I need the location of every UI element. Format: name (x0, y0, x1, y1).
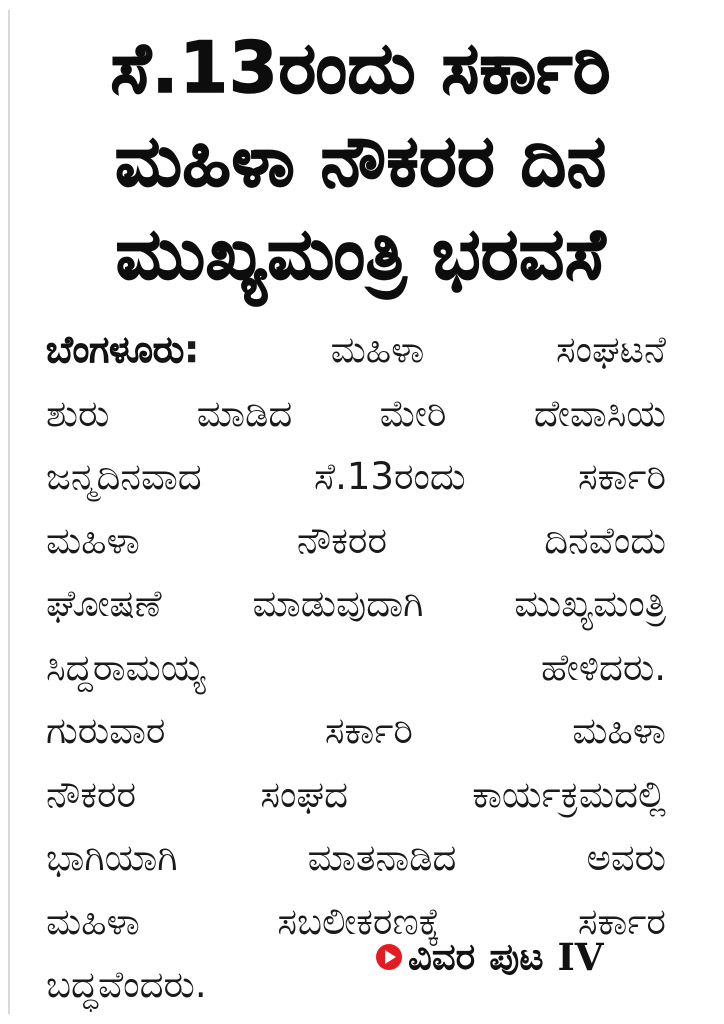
body-line (46, 572, 666, 636)
body-word: ಸಂಘಟನೆ (555, 328, 666, 371)
continuation-link (376, 935, 604, 979)
body-word: ಸರ್ಕಾರ (577, 899, 666, 943)
body-word: ಮಹಿಳಾ (46, 899, 140, 943)
body-word: ಜನ್ಮದಿನವಾದ (46, 455, 202, 498)
continuation-page-word: ಪುಟ (489, 935, 544, 978)
body-word: ಅವರು (586, 836, 666, 879)
body-line (46, 318, 666, 382)
body-line (46, 636, 666, 700)
body-word: ಕಾರ್ಯಕ್ರಮದಲ್ಲಿ (472, 772, 666, 816)
body-word: ಸಬಲೀಕರಣಕ್ಕೆ (277, 899, 441, 943)
body-word: ಮೇರಿ (379, 391, 447, 435)
body-word: ಸಿದ್ದರಾಮಯ್ಯ (46, 645, 206, 689)
body-word: ದಿನವೆಂದು (544, 518, 666, 562)
body-line (46, 382, 666, 446)
body-word: ಮಾಡಿದ (196, 391, 293, 435)
headline-line: ಸೆ.13ರಂದು ಸರ್ಕಾರಿ (110, 27, 612, 109)
body-word: ಮಹಿಳಾ (330, 328, 425, 371)
body-word: ಸರ್ಕಾರಿ (324, 709, 413, 752)
body-word: ಮಹಿಳಾ (572, 709, 666, 752)
article-body (46, 318, 666, 1017)
body-word: ಮಾಡುವುದಾಗಿ (252, 582, 424, 625)
body-line (46, 699, 666, 763)
continuation-page-number: IV (557, 935, 604, 979)
continuation-label: ವಿವರ (408, 935, 476, 978)
body-line (46, 445, 666, 509)
play-circle-icon (376, 944, 402, 970)
body-word: ಮುಖ್ಯಮಂತ್ರಿ (514, 582, 666, 625)
body-word: ಮಹಿಳಾ (46, 518, 140, 562)
column-rule (8, 10, 10, 1014)
body-word: ನೌಕರರ (296, 518, 388, 562)
body-word: ನೌಕರರ (46, 772, 137, 816)
body-word: ಶುರು (46, 391, 110, 435)
body-word: ಭಾಗಿಯಾಗಿ (46, 836, 178, 879)
body-word: ಮಾತನಾಡಿದ (307, 836, 457, 879)
body-line (46, 509, 666, 573)
headline-line: ಮಹಿಳಾ ನೌಕರರ ದಿನ (115, 120, 607, 202)
body-word: ಸರ್ಕಾರಿ (577, 455, 666, 498)
headline (46, 22, 676, 301)
body-word: ಹೇಳಿದರು. (541, 645, 666, 689)
body-word: ಗುರುವಾರ (46, 709, 166, 752)
body-word: ಸೆ.13ರಂದು (314, 455, 466, 498)
body-word: ಬದ್ಧವೆಂದರು. (46, 963, 207, 1006)
body-line (46, 826, 666, 890)
body-word: ಸಂಘದ (260, 772, 349, 816)
body-word: ದೇವಾಸಿಯ (533, 391, 666, 435)
headline-line: ಮುಖ್ಯಮಂತ್ರಿ ಭರವಸೆ (115, 213, 607, 295)
dateline: ಬೆಂಗಳೂರು: (46, 328, 199, 371)
body-line (46, 763, 666, 827)
body-word: ಘೋಷಣೆ (46, 582, 162, 625)
